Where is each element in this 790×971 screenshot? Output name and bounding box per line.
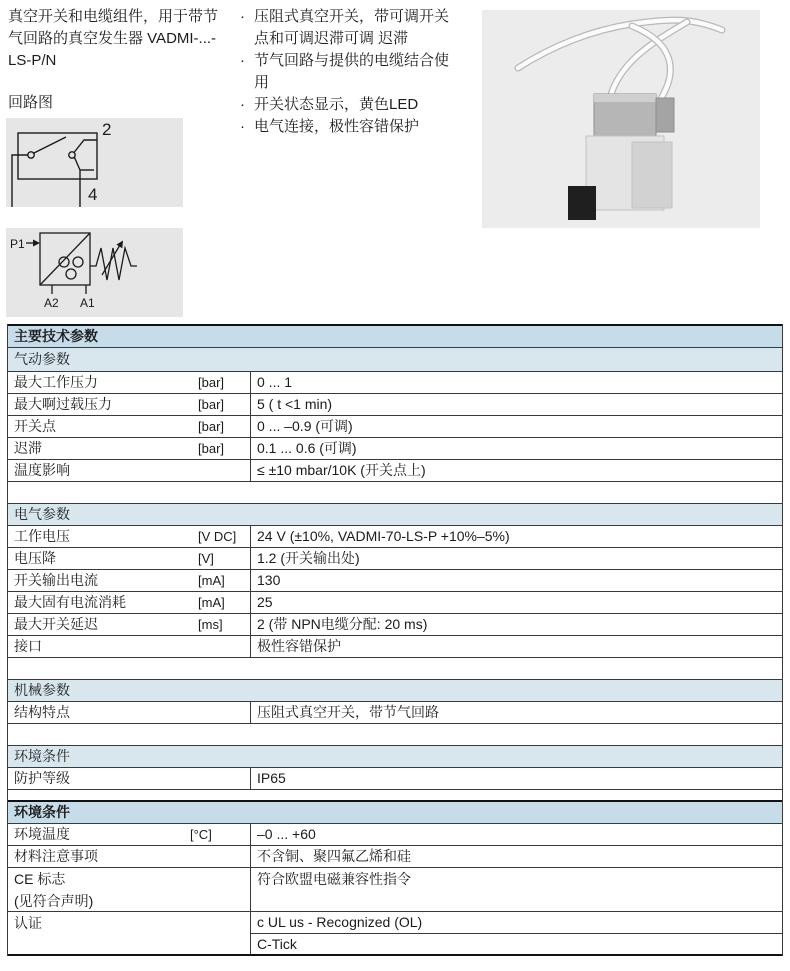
param-value: –0 ... +60 — [250, 824, 782, 845]
param-label: 电压降 — [14, 550, 56, 566]
certification-value: c UL us - Recognized (OL) — [251, 912, 782, 934]
param-unit — [190, 846, 250, 867]
side-module — [656, 98, 674, 132]
table-row — [8, 702, 782, 724]
param-value: 5 ( t <1 min) — [250, 394, 782, 415]
param-value: 不含铜、聚四氟乙烯和硅 — [250, 846, 782, 867]
contact-circle — [73, 257, 83, 267]
environment-specs-table — [7, 800, 783, 956]
port-label-a2: A2 — [44, 296, 59, 310]
section-title: 电气参数 — [14, 506, 70, 522]
table-title: 主要技术参数 — [14, 328, 98, 344]
param-value: 0 ... –0.9 (可调) — [250, 416, 782, 437]
table-row — [8, 526, 782, 548]
param-value: 24 V (±10%, VADMI-70-LS-P +10%–5%) — [250, 526, 782, 547]
output-wire-2 — [74, 140, 97, 153]
param-label: 最大开关延迟 — [14, 616, 98, 632]
bullet: · — [240, 118, 245, 135]
switch-circuit-diagram — [6, 118, 183, 207]
table-row — [8, 868, 782, 912]
table-row — [8, 416, 782, 438]
table-row — [8, 636, 782, 658]
contact-fixed — [69, 152, 75, 158]
param-value: 2 (带 NPN电缆分配: 20 ms) — [250, 614, 782, 635]
param-value: 1.2 (开关输出处) — [250, 548, 782, 569]
param-label: 最大啊过载压力 — [14, 396, 112, 412]
param-label: 防护等级 — [14, 770, 70, 786]
param-label: 材料注意事项 — [14, 848, 98, 864]
bullet: · — [240, 8, 245, 25]
section-title: 气动参数 — [14, 351, 70, 367]
param-unit: [ms] — [198, 617, 223, 632]
table-header — [8, 800, 782, 824]
param-label: 环境温度 — [14, 826, 70, 842]
switch-lever — [34, 137, 67, 153]
param-value: 0 ... 1 — [250, 372, 782, 393]
feature-text: 开关状态显示，黄色LED — [254, 96, 419, 113]
section-header-mechanical — [8, 680, 782, 702]
hysteresis-zigzag — [90, 248, 137, 280]
feature-item — [238, 50, 470, 94]
table-row — [8, 846, 782, 868]
pressure-switch-symbol — [6, 228, 183, 317]
param-unit: [mA] — [198, 573, 225, 588]
param-unit: [bar] — [198, 397, 225, 412]
generator-panel — [632, 142, 672, 208]
output-wire-4 — [75, 158, 81, 208]
param-label: 迟滞 — [14, 440, 42, 456]
section-header-electrical — [8, 504, 782, 526]
certification-value: C-Tick — [257, 936, 297, 952]
table-title: 环境条件 — [14, 804, 70, 820]
param-label: 温度影响 — [14, 462, 70, 478]
spacer-row — [8, 790, 782, 800]
param-value: 0.1 ... 0.6 (可调) — [250, 438, 782, 459]
param-value: 130 — [250, 570, 782, 591]
sensor-circuit-diagram — [6, 228, 183, 317]
electrical-connector — [568, 186, 596, 220]
param-unit — [190, 912, 250, 954]
param-value: 符合欧盟电磁兼容性指令 — [250, 868, 782, 911]
contact-circle — [66, 269, 76, 279]
param-label: 开关输出电流 — [14, 572, 98, 588]
param-label: 工作电压 — [14, 528, 70, 544]
table-row — [8, 592, 782, 614]
product-photo — [482, 10, 760, 228]
adjust-arrow-head — [116, 241, 123, 249]
feature-list — [238, 6, 470, 138]
port-label-a1: A1 — [80, 296, 95, 310]
feature-item — [238, 6, 470, 50]
table-row — [8, 438, 782, 460]
param-label: 最大工作压力 — [14, 374, 98, 390]
param-unit — [198, 636, 250, 657]
feature-item — [238, 116, 470, 138]
switch-module-top — [594, 94, 656, 102]
table-row — [8, 460, 782, 482]
spacer-row — [8, 658, 782, 680]
table-row — [8, 394, 782, 416]
cable-left — [518, 20, 722, 68]
param-unit: [V] — [198, 551, 214, 566]
port-label-p1: P1 — [10, 237, 25, 251]
param-value: IP65 — [250, 768, 782, 789]
section-title: 机械参数 — [14, 682, 70, 698]
ce-label: CE 标志 — [14, 871, 66, 887]
feature-text: 电气连接，极性容错保护 — [254, 118, 420, 135]
contact-circle — [59, 257, 69, 267]
param-unit — [198, 768, 250, 789]
product-description: 真空开关和电缆组件，用于带节气回路的真空发生器 VADMI-...-LS-P/N — [8, 8, 219, 69]
section-header-environment — [8, 746, 782, 768]
param-unit — [190, 868, 250, 911]
table-row — [8, 548, 782, 570]
vacuum-switch-illustration — [482, 10, 760, 228]
param-unit: [V DC] — [198, 529, 237, 544]
input-wire — [12, 155, 28, 207]
param-unit — [198, 702, 250, 723]
param-unit: [bar] — [198, 419, 225, 434]
table-row — [8, 824, 782, 846]
table-row — [8, 570, 782, 592]
feature-text: 节气回路与提供的电缆结合使用 — [254, 52, 450, 91]
param-label: 开关点 — [14, 418, 56, 434]
param-value: 压阻式真空开关，带节气回路 — [250, 702, 782, 723]
param-unit: [mA] — [198, 595, 225, 610]
terminal-label-4: 4 — [88, 185, 98, 204]
bullet: · — [240, 96, 245, 113]
table-header — [8, 324, 782, 348]
param-value-group — [250, 912, 782, 954]
switch-symbol — [6, 118, 183, 207]
table-row — [8, 372, 782, 394]
table-row — [8, 768, 782, 790]
bullet: · — [240, 52, 245, 69]
feature-item — [238, 94, 470, 116]
param-label: 结构特点 — [14, 704, 70, 720]
param-value: ≤ ±10 mbar/10K (开关点上) — [250, 460, 782, 481]
param-label: 接口 — [14, 638, 42, 654]
pressure-arrow-head — [33, 240, 40, 247]
section-title: 环境条件 — [14, 748, 70, 764]
spacer-row — [8, 724, 782, 746]
section-header-pneumatic — [8, 348, 782, 372]
param-value: 极性容错保护 — [250, 636, 782, 657]
terminal-label-2: 2 — [102, 120, 112, 139]
table-row — [8, 614, 782, 636]
table-row — [8, 912, 782, 956]
spacer-row — [8, 482, 782, 504]
ce-label-note: (见符合声明) — [14, 893, 94, 909]
param-unit: [bar] — [198, 441, 225, 456]
param-unit — [198, 460, 250, 481]
param-label: 最大固有电流消耗 — [14, 594, 126, 610]
feature-text: 压阻式真空开关，带可调开关点和可调迟滞可调 迟滞 — [254, 8, 450, 47]
param-label: 认证 — [14, 915, 42, 931]
param-unit: [bar] — [198, 375, 225, 390]
param-unit: [°C] — [190, 827, 212, 842]
main-specs-table — [7, 324, 783, 800]
circuit-diagram-heading: 回路图 — [8, 94, 54, 111]
param-value: 25 — [250, 592, 782, 613]
param-label — [8, 868, 190, 911]
